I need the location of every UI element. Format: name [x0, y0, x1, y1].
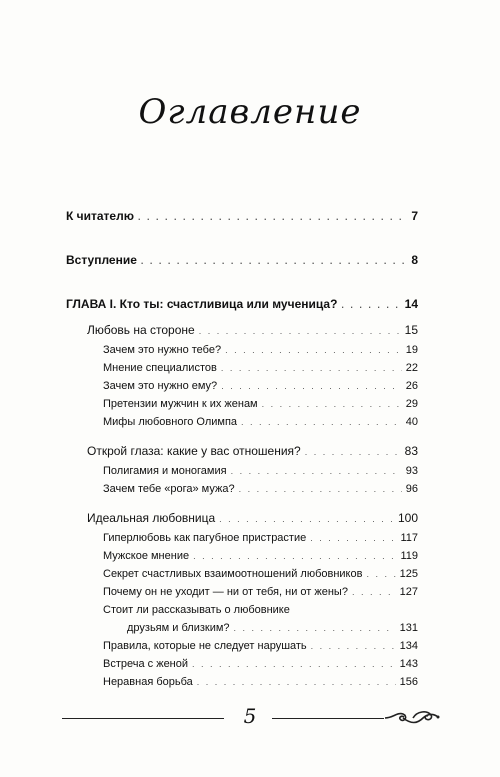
toc-entry-label: ГЛАВА I. Кто ты: счастливица или мученица? [66, 297, 338, 311]
dot-leader [241, 417, 402, 427]
toc-entry [66, 209, 418, 223]
toc-entry-page: 29 [405, 398, 418, 410]
toc-subsection [103, 568, 418, 580]
toc-subsection [103, 380, 418, 392]
toc-subsection [103, 658, 418, 670]
dot-leader [197, 677, 396, 687]
toc-entry-page: 127 [399, 586, 418, 598]
dot-leader [219, 514, 394, 524]
dot-leader [366, 569, 395, 579]
toc-entry-label: Гиперлюбовь как пагубное пристрастие [103, 532, 307, 544]
dot-leader [352, 587, 396, 597]
dot-leader [138, 212, 407, 222]
toc-subsection [103, 362, 418, 374]
toc-entry-label: друзьям и близким? [127, 622, 230, 634]
toc-entry-page: 7 [411, 209, 418, 223]
dot-leader [192, 659, 396, 669]
dot-leader [225, 345, 402, 355]
toc-entry-label: Неравная борьба [103, 676, 193, 688]
toc-entry-label: Идеальная любовница [87, 511, 216, 525]
toc-entry-label: Мужское мнение [103, 550, 190, 562]
toc-entry-page: 40 [405, 416, 418, 428]
dot-leader [262, 399, 402, 409]
toc-entry-label: К читателю [66, 209, 134, 223]
toc-entry-label: Зачем тебе «рога» мужа? [103, 483, 235, 495]
toc-section [87, 323, 418, 337]
toc-entry-page: 100 [397, 511, 418, 525]
toc-entry-page: 131 [399, 622, 418, 634]
toc-entry-label: Открой глаза: какие у вас отношения? [87, 444, 301, 458]
dot-leader [221, 363, 402, 373]
toc-entry-page: 8 [411, 253, 418, 267]
dot-leader [234, 623, 396, 633]
toc-subsection [103, 465, 418, 477]
toc-entry-label: Зачем это нужно ему? [103, 380, 218, 392]
toc-entry-page: 156 [399, 676, 418, 688]
toc-entry-page: 83 [404, 444, 418, 458]
toc-subsection [103, 398, 418, 410]
footer-rule-right [272, 718, 384, 719]
dot-leader [141, 256, 407, 266]
page-title: Оглавление [138, 92, 362, 132]
toc-entry-label: Мифы любовного Олимпа [103, 416, 238, 428]
toc-entry-page: 15 [404, 323, 418, 337]
toc-entry-label: Секрет счастливых взаимоотношений любовников [103, 568, 363, 580]
toc-entry-label-line1: Стоит ли рассказывать о любовнике [103, 604, 290, 616]
toc-subsection [127, 622, 418, 634]
toc-subsection [103, 586, 418, 598]
dot-leader [199, 326, 401, 336]
toc-entry-label: Любовь на стороне [87, 323, 195, 337]
toc-section [87, 511, 418, 525]
toc-entry-page: 119 [400, 550, 418, 562]
toc-entry-page: 93 [405, 465, 418, 477]
toc-subsection [103, 676, 418, 688]
dot-leader [310, 533, 396, 543]
page-number: 5 [243, 704, 257, 728]
toc-entry [66, 253, 418, 267]
toc-subsection [103, 532, 418, 544]
toc-subsection [103, 416, 418, 428]
toc-entry-page: 117 [400, 532, 418, 544]
toc-entry-page: 96 [405, 483, 418, 495]
toc-entry-page: 14 [404, 297, 418, 311]
toc-entry-label: Мнение специалистов [103, 362, 217, 374]
toc-entry-page: 143 [399, 658, 418, 670]
dot-leader [305, 447, 401, 457]
dot-leader [239, 484, 402, 494]
toc-entry-label: Правила, которые не следует нарушать [103, 640, 307, 652]
toc-subsection [103, 483, 418, 495]
dot-leader [221, 381, 402, 391]
toc-entry-label: Встреча с женой [103, 658, 189, 670]
dot-leader [231, 466, 402, 476]
toc-entry-page: 26 [405, 380, 418, 392]
toc-section [87, 444, 418, 458]
toc-entry-page: 134 [399, 640, 418, 652]
toc-entry-label: Почему он не уходит — ни от тебя, ни от жены? [103, 586, 348, 598]
toc-subsection [103, 640, 418, 652]
toc-entry-label: Вступление [66, 253, 137, 267]
toc-entry-page: 19 [405, 344, 418, 356]
toc-entry-label: Зачем это нужно тебе? [103, 344, 222, 356]
toc-subsection [103, 550, 418, 562]
toc-entry-page: 125 [399, 568, 418, 580]
flourish-ornament-icon [383, 707, 441, 734]
toc-chapter-heading [66, 297, 418, 311]
toc-entry-page: 22 [405, 362, 418, 374]
dot-leader [311, 641, 396, 651]
toc-entry-label: Претензии мужчин к их женам [103, 398, 258, 410]
dot-leader [193, 551, 396, 561]
dot-leader [341, 300, 400, 310]
toc-subsection [103, 344, 418, 356]
toc-entry-label: Полигамия и моногамия [103, 465, 227, 477]
